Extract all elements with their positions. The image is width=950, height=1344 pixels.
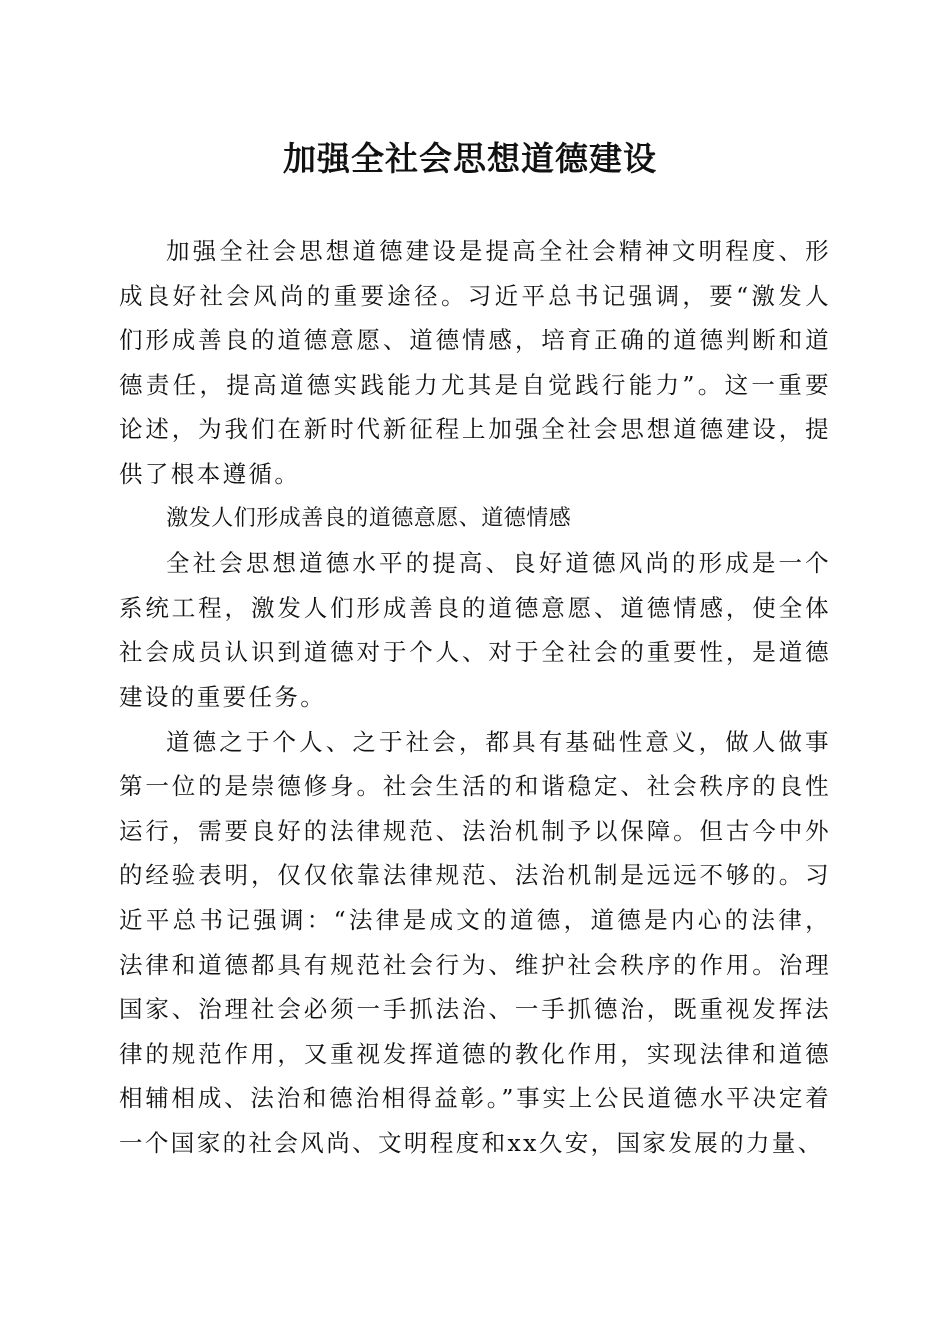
document-title: 加强全社会思想道德建设 xyxy=(283,139,657,178)
document-body xyxy=(119,229,831,1165)
paragraph-intro: 加强全社会思想道德建设是提高全社会精神文明程度、形成良好社会风尚的重要途径。习近平总书记强调，要“激发人们形成善良的道德意愿、道德情感，培育正确的道德判断和道德责任，提高道德实践能力尤其是自觉践行能力”。这一重要论述，为我们在新时代新征程上加强全社会思想道德建设，提供了根本遵循。 xyxy=(119,237,831,488)
paragraph-system-project: 全社会思想道德水平的提高、良好道德风尚的形成是一个系统工程，激发人们形成善良的道德意愿、道德情感，使全体社会成员认识到道德对于个人、对于全社会的重要性，是道德建设的重要任务。 xyxy=(119,549,831,711)
section-heading: 激发人们形成善良的道德意愿、道德情感 xyxy=(166,505,572,531)
paragraph-morality-and-law: 道德之于个人、之于社会，都具有基础性意义，做人做事第一位的是崇德修身。社会生活的和谐稳定、社会秩序的良性运行，需要良好的法律规范、法治机制予以保障。但古今中外的经验表明，仅仅依靠法律规范、法治机制是远远不够的。习近平总书记强调：“法律是成文的道德，道德是内心的法律，法律和道德都具有规范社会行为、维护社会秩序的作用。治理国家、治理社会必须一手抓法治、一手抓德治，既重视发挥法律的规范作用，又重视发挥道德的教化作用，实现法律和道德相辅相成、法治和德治相得益彰。”事实上公民道德水平决定着一个国家的社会风尚、文明程度和xx久安，国家发展的力量、 xyxy=(119,727,831,1157)
